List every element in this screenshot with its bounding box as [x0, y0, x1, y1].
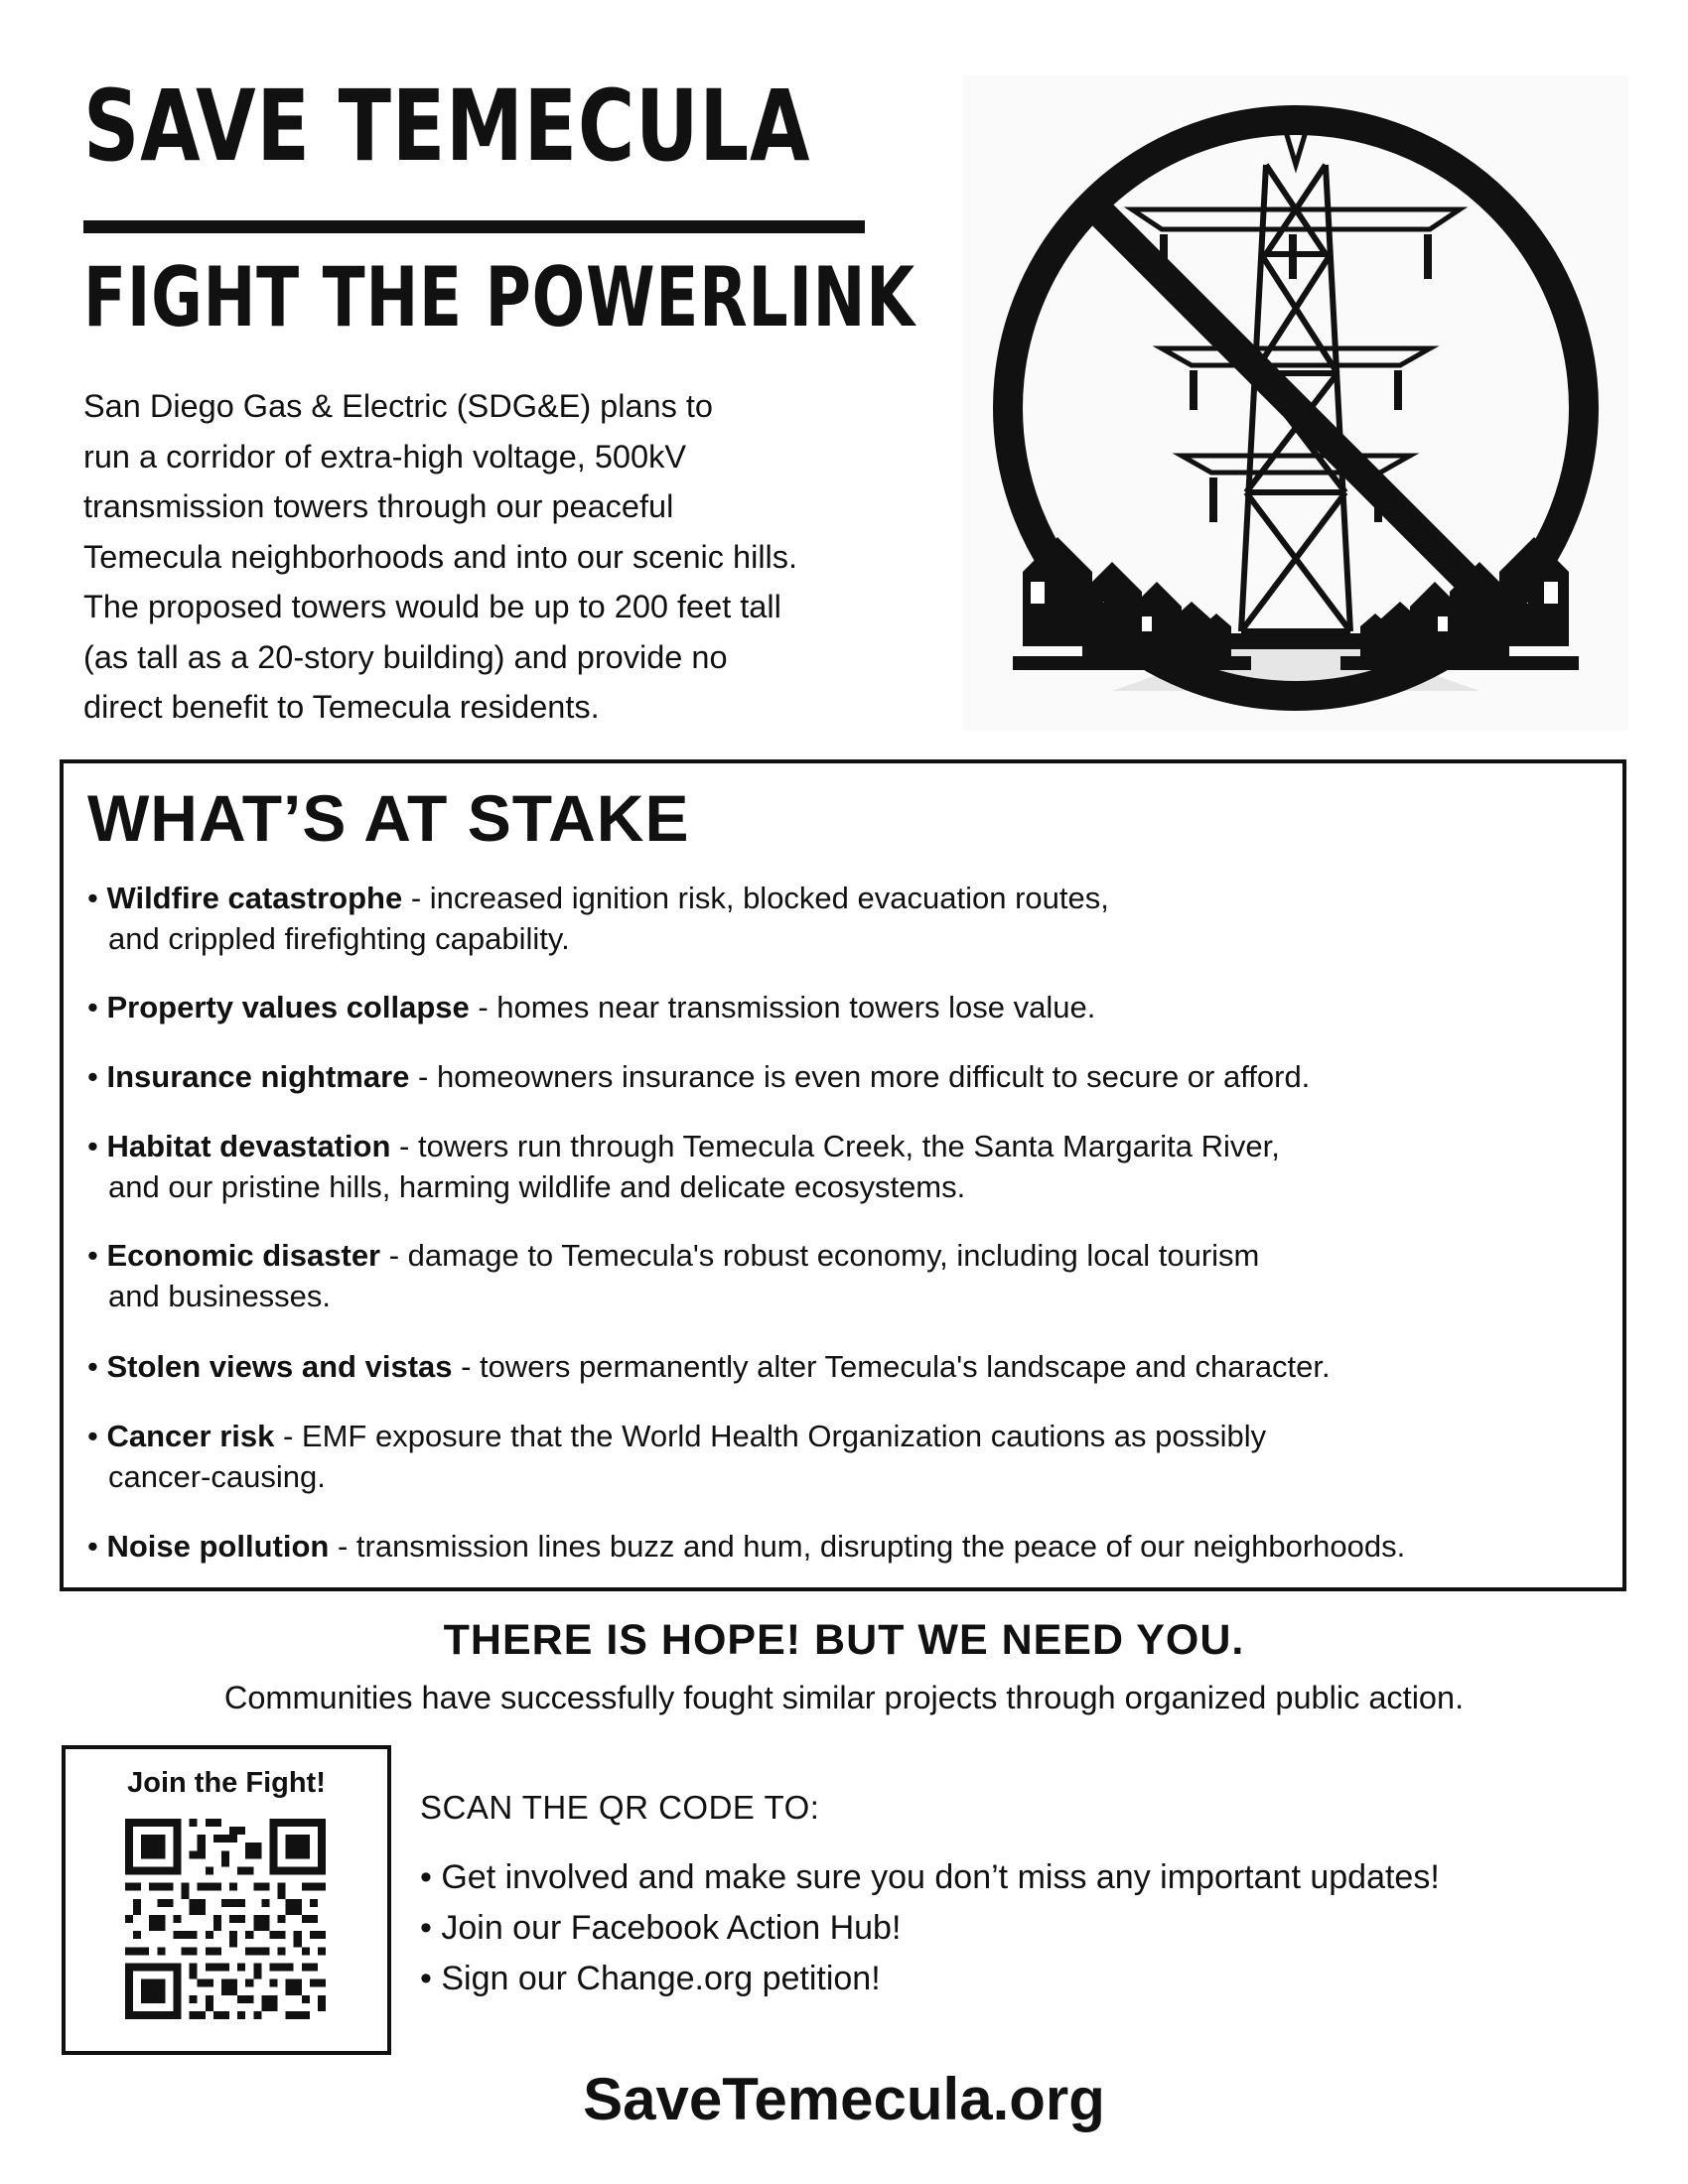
- website-link[interactable]: SaveTemecula.org: [583, 2066, 1105, 2132]
- no-transmission-tower-icon: [963, 75, 1628, 731]
- stake-item-text: - increased ignition risk, blocked evacuation routes,: [402, 881, 1109, 915]
- stake-item-text-cont: and businesses.: [108, 1279, 332, 1313]
- intro-line: run a corridor of extra-high voltage, 500kV: [83, 438, 686, 475]
- stake-item-text: - EMF exposure that the World Health Organization cautions as possibly: [274, 1419, 1267, 1453]
- list-item: • Insurance nightmare - homeowners insurance is even more difficult to secure or afford.: [87, 1059, 1311, 1094]
- list-item: • Economic disaster - damage to Temecula's robust economy, including local tourism and businesses.: [87, 1235, 1259, 1316]
- stake-item-text: - homeowners insurance is even more difficult to secure or afford.: [409, 1059, 1311, 1094]
- intro-paragraph: [83, 381, 957, 733]
- stake-item-title: Insurance nightmare: [106, 1059, 410, 1094]
- list-item: • Join our Facebook Action Hub!: [420, 1909, 902, 1947]
- stake-item-title: Cancer risk: [106, 1419, 275, 1453]
- list-item: • Stolen views and vistas - towers permanently alter Temecula's landscape and character.: [87, 1349, 1331, 1384]
- stake-item-title: Stolen views and vistas: [106, 1349, 453, 1384]
- intro-line: Temecula neighborhoods and into our scenic hills.: [83, 538, 798, 575]
- qr-code-icon[interactable]: [125, 1819, 326, 2019]
- page-title: SAVE TEMECULA: [83, 69, 811, 184]
- stake-item-title: Property values collapse: [106, 990, 470, 1024]
- intro-line: The proposed towers would be up to 200 feet tall: [83, 589, 781, 624]
- list-item: • Property values collapse - homes near transmission towers lose value.: [87, 990, 1096, 1024]
- stake-item-title: Noise pollution: [106, 1529, 330, 1564]
- stake-heading: WHAT’S AT STAKE: [87, 781, 690, 855]
- hope-text: Communities have successfully fought similar projects through organized public action.: [223, 1680, 1465, 1715]
- list-item: • Wildfire catastrophe - increased ignition risk, blocked evacuation routes, and crippled firefighting capability.: [87, 878, 1109, 959]
- stake-item-text-cont: and our pristine hills, harming wildlife and delicate ecosystems.: [108, 1169, 966, 1204]
- list-item: • Sign our Change.org petition!: [420, 1960, 881, 1997]
- intro-line: direct benefit to Temecula residents.: [83, 689, 600, 725]
- stake-item-text: - towers run through Temecula Creek, the Santa Margarita River,: [390, 1129, 1280, 1163]
- scan-heading: SCAN THE QR CODE TO:: [420, 1789, 820, 1826]
- intro-line: transmission towers through our peaceful: [83, 488, 674, 524]
- stake-item-text-cont: cancer-causing.: [108, 1459, 326, 1494]
- scan-list: [420, 1852, 1440, 2004]
- list-item: • Cancer risk - EMF exposure that the World Health Organization cautions as possibly cancer-causing.: [87, 1416, 1266, 1497]
- stake-item-text: - homes near transmission towers lose value.: [469, 990, 1096, 1024]
- page-subtitle: FIGHT THE POWERLINK: [83, 249, 915, 345]
- list-item: • Noise pollution - transmission lines buzz and hum, disrupting the peace of our neighborhoods.: [87, 1529, 1406, 1564]
- stake-item-text: - transmission lines buzz and hum, disrupting the peace of our neighborhoods.: [329, 1529, 1406, 1564]
- stake-item-text-cont: and crippled firefighting capability.: [108, 921, 570, 956]
- title-divider: [83, 220, 865, 233]
- list-item: • Get involved and make sure you don’t miss any important updates!: [420, 1858, 1440, 1896]
- intro-line: San Diego Gas & Electric (SDG&E) plans to: [83, 388, 714, 424]
- list-item: • Habitat devastation - towers run through Temecula Creek, the Santa Margarita River, and our pristine hills, harming wildlife and delicate ecosystems.: [87, 1126, 1280, 1207]
- stake-item-title: Habitat devastation: [106, 1129, 391, 1163]
- hope-heading: THERE IS HOPE! BUT WE NEED YOU.: [443, 1616, 1245, 1664]
- stake-item-title: Economic disaster: [106, 1238, 381, 1273]
- stake-item-text: - towers permanently alter Temecula's landscape and character.: [452, 1349, 1331, 1384]
- qr-label: Join the Fight!: [127, 1767, 326, 1799]
- stake-item-text: - damage to Temecula's robust economy, including local tourism: [380, 1238, 1260, 1273]
- stake-item-title: Wildfire catastrophe: [106, 881, 403, 915]
- intro-line: (as tall as a 20-story building) and provide no: [83, 638, 728, 675]
